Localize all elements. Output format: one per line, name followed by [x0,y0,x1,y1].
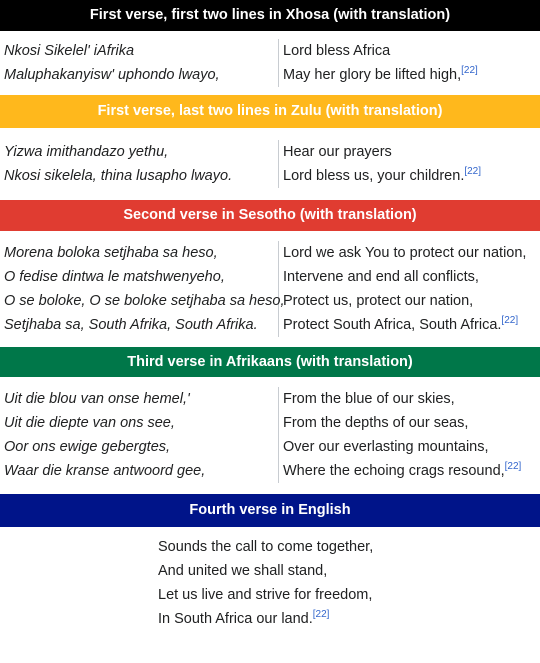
lyric-line: And united we shall stand, [158,563,328,579]
translation-lyrics [279,140,540,188]
citation-link[interactable]: [22] [504,461,522,473]
original-lyrics [0,140,279,188]
original-lyrics [0,39,279,87]
xhosa-section [0,0,540,95]
translation-lyrics [279,387,540,483]
lyric-line: Nkosi Sikelel' iAfrika [4,43,135,59]
translation-line: Over our everlasting mountains, [283,439,489,455]
citation-link[interactable]: [22] [312,609,330,621]
translation-line: May her glory be lifted high,[22] [283,65,478,83]
sesotho-section [0,200,540,347]
translation-line: Protect South Africa, South Africa.[22] [283,315,519,333]
english-lyrics [0,527,540,631]
original-lyrics [0,241,285,337]
translation-line: Hear our prayers [283,144,392,160]
translation-lyrics [279,241,540,337]
lyric-line: In South Africa our land.[22] [158,609,330,627]
section-header: First verse, last two lines in Zulu (with translation) [0,95,540,128]
section-header: Third verse in Afrikaans (with translation) [0,347,540,377]
translation-line: From the depths of our seas, [283,415,469,431]
citation-link[interactable]: [22] [501,315,519,327]
translation-line: From the blue of our skies, [283,391,455,407]
lyric-line: Uit die blou van onse hemel,' [4,391,190,407]
translation-line: Protect us, protect our nation, [283,293,474,309]
lyric-line: O se boloke, O se boloke setjhaba sa heso, [4,293,285,309]
lyric-line: Uit die diepte van ons see, [4,415,175,431]
translation-line: Intervene and end all conflicts, [283,269,479,285]
translation-line: Lord we ask You to protect our nation, [283,245,527,261]
lyric-line: Oor ons ewige gebergtes, [4,439,171,455]
original-lyrics [0,387,279,483]
english-section [0,494,540,631]
lyric-line: Maluphakanyisw' uphondo lwayo, [4,67,220,83]
lyric-line: Sounds the call to come together, [158,539,374,555]
lyric-line: Setjhaba sa, South Afrika, South Afrika. [4,317,258,333]
citation-link[interactable]: [22] [461,65,478,77]
lyric-line: Morena boloka setjhaba sa heso, [4,245,218,261]
lyric-line: Yizwa imithandazo yethu, [4,144,169,160]
afrikaans-section [0,347,540,494]
lyric-line: Let us live and strive for freedom, [158,587,373,603]
section-header: First verse, first two lines in Xhosa (with translation) [0,0,540,31]
lyric-line: Nkosi sikelela, thina lusapho lwayo. [4,168,233,184]
lyric-line: O fedise dintwa le matshwenyeho, [4,269,225,285]
zulu-section [0,95,540,200]
citation-link[interactable]: [22] [464,166,482,178]
translation-line: Where the echoing crags resound,[22] [283,461,522,479]
translation-line: Lord bless Africa [283,43,391,59]
translation-line: Lord bless us, your children.[22] [283,166,482,184]
section-header: Fourth verse in English [0,494,540,527]
section-header: Second verse in Sesotho (with translation) [0,200,540,231]
lyric-line: Waar die kranse antwoord gee, [4,463,206,479]
translation-lyrics [279,39,540,87]
